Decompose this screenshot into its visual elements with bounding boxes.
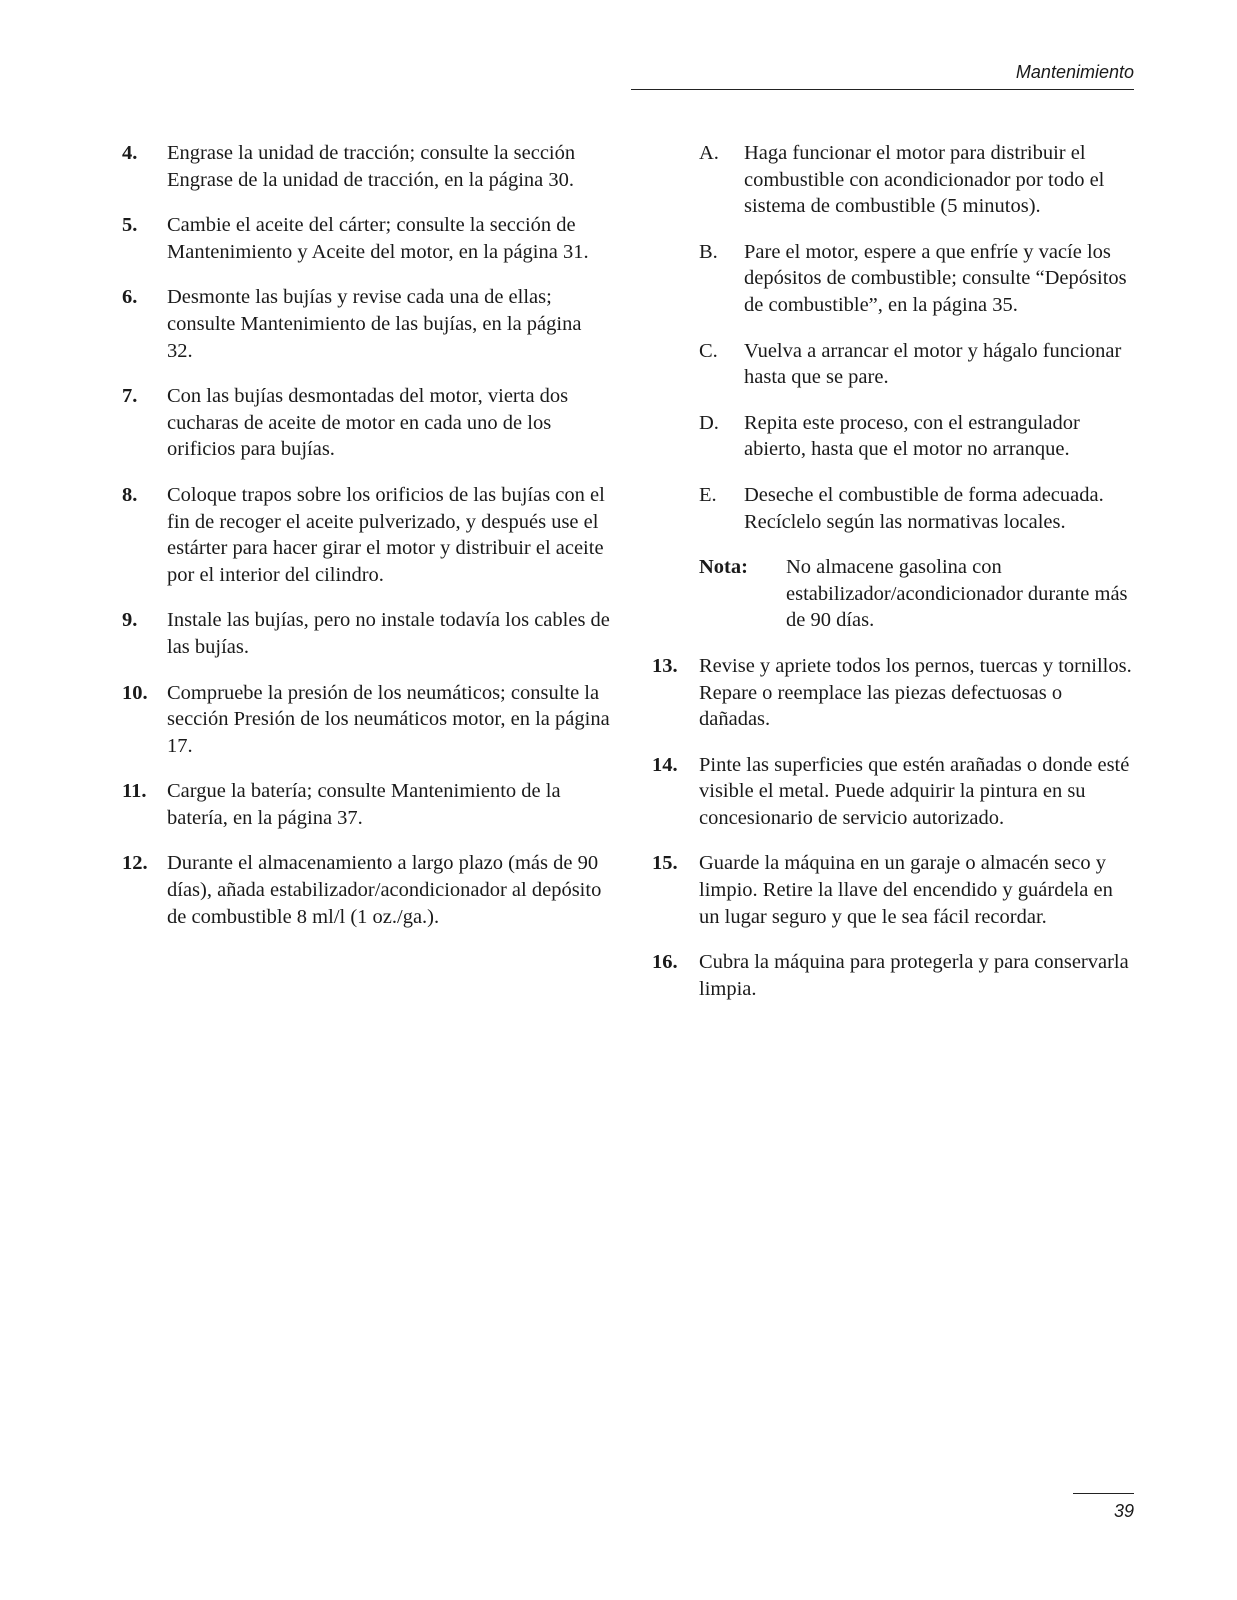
substep-text: Vuelva a arrancar el motor y hágalo funcionar hasta que se pare. bbox=[744, 339, 1122, 389]
step-text: Guarde la máquina en un garaje o almacén seco y limpio. Retire la llave del encendido y guárdela en un lugar seguro y que le sea fácil recordar. bbox=[699, 852, 1113, 928]
step-text: Con las bujías desmontadas del motor, vierta dos cucharas de aceite de motor en cada uno de los orificios para bujías. bbox=[167, 385, 569, 461]
step-text: Desmonte las bujías y revise cada una de ellas; consulte Mantenimiento de las bujías, en la página 32. bbox=[167, 286, 582, 362]
step-text: Pinte las superficies que estén arañadas o donde esté visible el metal. Puede adquirir la pintura en su concesionario de servicio autorizado. bbox=[699, 753, 1130, 829]
step-number: 16. bbox=[652, 951, 678, 974]
list-item bbox=[122, 850, 612, 930]
list-item bbox=[122, 140, 612, 193]
substep-letter: B. bbox=[699, 240, 718, 263]
step-text: Engrase la unidad de tracción; consulte la sección Engrase de la unidad de tracción, en la página 30. bbox=[167, 142, 576, 191]
running-header: Mantenimiento bbox=[631, 62, 1134, 90]
list-item bbox=[652, 850, 1134, 930]
list-item bbox=[122, 482, 612, 588]
step-number: 11. bbox=[122, 780, 147, 803]
step-text: Coloque trapos sobre los orificios de las bujías con el fin de recoger el aceite pulverizado, y después use el estárter para hacer girar el motor y distribuir el aceite por el interior del cilindro. bbox=[167, 483, 605, 586]
note-block bbox=[652, 554, 1134, 634]
step-number: 9. bbox=[122, 609, 138, 632]
step-text: Durante el almacenamiento a largo plazo (más de 90 días), añada estabilizador/acondicionador al depósito de combustible 8 ml/l (1 oz./ga.). bbox=[167, 852, 602, 928]
list-item bbox=[122, 284, 612, 364]
list-item bbox=[652, 653, 1134, 733]
step-number: 4. bbox=[122, 142, 138, 164]
step-number: 5. bbox=[122, 214, 138, 237]
substep-letter: A. bbox=[699, 142, 719, 164]
list-item bbox=[122, 212, 612, 265]
substep-item bbox=[652, 140, 1134, 220]
note-label: Nota: bbox=[699, 556, 748, 579]
substep-item bbox=[652, 239, 1134, 319]
step-text: Revise y apriete todos los pernos, tuercas y tornillos. Repare o reemplace las piezas defectuosas o dañadas. bbox=[699, 654, 1132, 731]
step-text: Instale las bujías, pero no instale todavía los cables de las bujías. bbox=[167, 609, 610, 658]
substep-text: Repita este proceso, con el estrangulador abierto, hasta que el motor no arranque. bbox=[744, 411, 1080, 461]
step-number: 14. bbox=[652, 753, 678, 776]
substep-item bbox=[652, 410, 1134, 463]
list-item bbox=[652, 949, 1134, 1002]
list-item bbox=[652, 752, 1134, 832]
step-number: 12. bbox=[122, 852, 148, 875]
step-number: 7. bbox=[122, 385, 138, 408]
list-item bbox=[122, 778, 612, 831]
right-column bbox=[652, 140, 1134, 1021]
note-text: No almacene gasolina con estabilizador/acondicionador durante más de 90 días. bbox=[786, 556, 1128, 632]
list-item bbox=[122, 680, 612, 760]
step-number: 13. bbox=[652, 654, 678, 677]
step-text: Cambie el aceite del cárter; consulte la sección de Mantenimiento y Aceite del motor, en la página 31. bbox=[167, 214, 589, 263]
substep-letter: C. bbox=[699, 339, 718, 362]
list-item bbox=[122, 607, 612, 660]
list-item bbox=[122, 383, 612, 463]
step-text: Compruebe la presión de los neumáticos; consulte la sección Presión de los neumáticos motor, en la página 17. bbox=[167, 681, 610, 757]
substep-item bbox=[652, 338, 1134, 391]
step-number: 6. bbox=[122, 286, 138, 309]
substep-letter: D. bbox=[699, 411, 719, 434]
step-number: 8. bbox=[122, 483, 138, 506]
step-text: Cubra la máquina para protegerla y para conservarla limpia. bbox=[699, 951, 1129, 1000]
step-number: 10. bbox=[122, 681, 148, 704]
page-number: 39 bbox=[1073, 1493, 1134, 1522]
left-column bbox=[122, 140, 612, 949]
substep-text: Pare el motor, espere a que enfríe y vacíe los depósitos de combustible; consulte “Depósitos de combustible”, en la página 35. bbox=[744, 240, 1127, 316]
substep-text: Haga funcionar el motor para distribuir el combustible con acondicionador por todo el sistema de combustible (5 minutos). bbox=[744, 142, 1105, 218]
step-number: 15. bbox=[652, 852, 678, 875]
substep-item bbox=[652, 482, 1134, 535]
step-text: Cargue la batería; consulte Mantenimiento de la batería, en la página 37. bbox=[167, 780, 561, 829]
substep-text: Deseche el combustible de forma adecuada. Recíclelo según las normativas locales. bbox=[744, 483, 1104, 533]
substep-letter: E. bbox=[699, 483, 717, 506]
